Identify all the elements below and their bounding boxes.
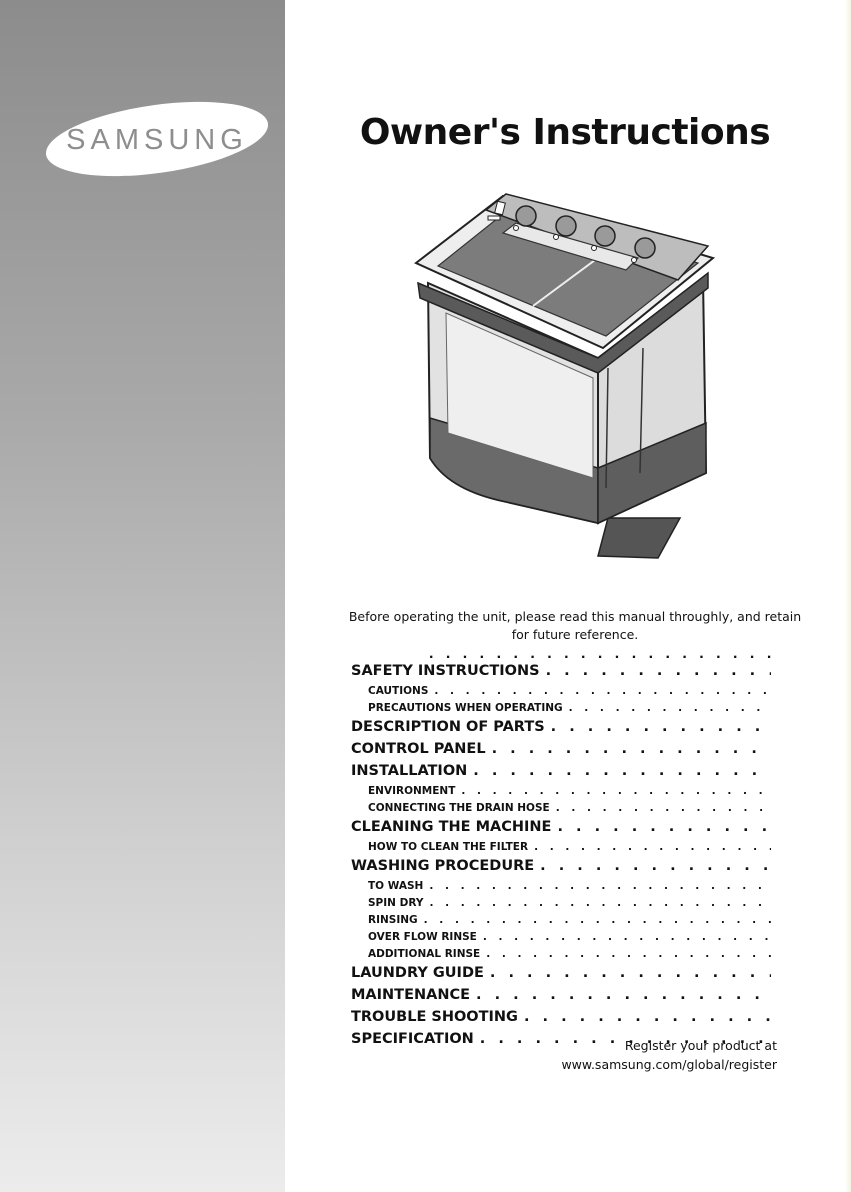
toc-entry-label: ADDITIONAL RINSE (368, 948, 481, 960)
toc-entry-label: RINSING (368, 914, 418, 926)
toc-entry-label: DESCRIPTION OF PARTS (351, 719, 545, 735)
table-of-contents (351, 645, 771, 1053)
toc-entry (351, 987, 771, 1009)
twin-tub-washing-machine-icon (408, 188, 728, 560)
toc-entry-label: TROUBLE SHOOTING (351, 1009, 518, 1025)
register-notice (561, 1036, 777, 1074)
toc-entry (351, 880, 771, 897)
toc-entry-label: WASHING PROCEDURE (351, 858, 535, 874)
toc-entry-label: PRECAUTIONS WHEN OPERATING (368, 702, 563, 714)
toc-entry (351, 741, 771, 763)
toc-dot-leader (551, 719, 771, 735)
toc-entry-label: CONTROL PANEL (351, 741, 486, 757)
page-title: Owner's Instructions (359, 112, 771, 153)
toc-entry (351, 702, 771, 719)
toc-entry (351, 897, 771, 914)
toc-dot-leader (490, 965, 771, 981)
toc-dot-leader (434, 685, 771, 697)
toc-entry (351, 948, 771, 965)
samsung-logo-icon (42, 100, 272, 178)
toc-dot-leader (534, 841, 771, 853)
toc-entry-label: INSTALLATION (351, 763, 468, 779)
toc-entry-label: TO WASH (368, 880, 424, 892)
toc-entry (351, 931, 771, 948)
left-gradient-panel (0, 0, 285, 1192)
toc-entry (351, 819, 771, 841)
toc-entry (351, 763, 771, 785)
toc-entry (351, 802, 771, 819)
toc-dot-leader (546, 663, 771, 679)
toc-dot-leader (429, 897, 771, 909)
toc-dot-leader (483, 931, 771, 943)
toc-entry-label: SPIN DRY (368, 897, 424, 909)
toc-entry (351, 663, 771, 685)
toc-dot-leader (461, 785, 771, 797)
toc-dot-leader (476, 987, 771, 1003)
toc-entry-label: CAUTIONS (368, 685, 429, 697)
toc-dot-leader (540, 858, 771, 874)
toc-entry (351, 841, 771, 858)
toc-dot-leader (429, 645, 771, 663)
toc-entry-label: LAUNDRY GUIDE (351, 965, 484, 981)
toc-entry-label: CLEANING THE MACHINE (351, 819, 552, 835)
toc-dot-leader (424, 914, 771, 926)
toc-dot-leader (569, 702, 771, 714)
toc-entry (351, 785, 771, 802)
toc-entry-label: HOW TO CLEAN THE FILTER (368, 841, 529, 853)
toc-entry-label: SPECIFICATION (351, 1031, 474, 1047)
register-url: www.samsung.com/global/register (561, 1057, 777, 1072)
toc-entry-label: MAINTENANCE (351, 987, 471, 1003)
toc-dot-leader (524, 1009, 771, 1025)
logo-text: SAMSUNG (66, 124, 248, 156)
toc-dot-leader (486, 948, 771, 960)
toc-dot-leader (429, 880, 771, 892)
toc-entry-label: SAFETY INSTRUCTIONS (351, 663, 540, 679)
register-text: Register your product at (624, 1038, 777, 1053)
toc-entry (351, 645, 771, 663)
toc-dot-leader (557, 819, 771, 835)
toc-dot-leader (473, 763, 771, 779)
toc-entry-label: OVER FLOW RINSE (368, 931, 477, 943)
toc-entry (351, 858, 771, 880)
toc-entry (351, 914, 771, 931)
toc-dot-leader (492, 741, 771, 757)
toc-dot-leader (556, 802, 771, 814)
read-manual-notice: Before operating the unit, please read this manual throughly, and retain for future reference. (348, 609, 802, 642)
toc-entry (351, 719, 771, 741)
right-edge-strip (845, 0, 851, 1192)
toc-entry (351, 965, 771, 987)
toc-entry (351, 1009, 771, 1031)
toc-entry-label: ENVIRONMENT (368, 785, 456, 797)
toc-entry (351, 685, 771, 702)
toc-entry-label: CONNECTING THE DRAIN HOSE (368, 802, 550, 814)
